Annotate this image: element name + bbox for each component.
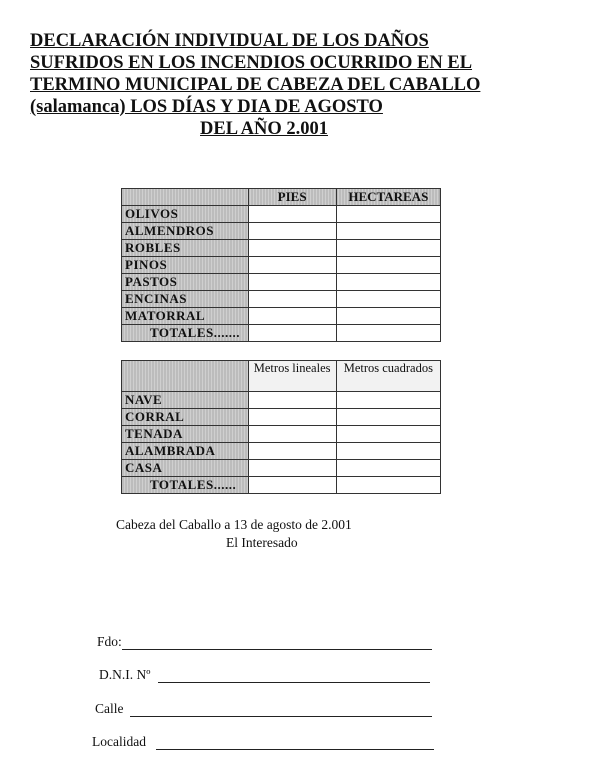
input-cell[interactable]	[336, 443, 440, 460]
input-cell[interactable]	[248, 477, 336, 494]
row-label: OLIVOS	[122, 206, 249, 223]
localidad-label: Localidad	[92, 734, 146, 749]
table-row	[122, 308, 441, 325]
table-row	[122, 325, 441, 342]
input-cell[interactable]	[336, 206, 440, 223]
table-row	[122, 443, 441, 460]
header-corner	[122, 189, 249, 206]
table-row	[122, 426, 441, 443]
table-row	[122, 240, 441, 257]
row-label: ALMENDROS	[122, 223, 249, 240]
row-label: CASA	[122, 460, 249, 477]
title-line-3: TERMINO MUNICIPAL DE CABEZA DEL CABALLO	[30, 75, 481, 95]
header-metros-lineales: Metros lineales	[248, 361, 336, 392]
header-hectareas: HECTAREAS	[336, 189, 440, 206]
input-cell[interactable]	[336, 257, 440, 274]
fdo-label: Fdo:	[97, 634, 122, 649]
input-cell[interactable]	[248, 409, 336, 426]
row-label: PASTOS	[122, 274, 249, 291]
input-cell[interactable]	[336, 426, 440, 443]
row-label: CORRAL	[122, 409, 249, 426]
input-cell[interactable]	[336, 477, 440, 494]
row-label: ROBLES	[122, 240, 249, 257]
table-row	[122, 291, 441, 308]
row-label: MATORRAL	[122, 308, 249, 325]
input-cell[interactable]	[248, 240, 336, 257]
title-line-2: SUFRIDOS EN LOS INCENDIOS OCURRIDO EN EL	[30, 53, 473, 73]
input-cell[interactable]	[336, 325, 440, 342]
title-line-4: (salamanca) LOS DÍAS Y DIA DE AGOSTO	[30, 97, 383, 117]
row-label: PINOS	[122, 257, 249, 274]
localidad-line[interactable]	[156, 749, 434, 750]
input-cell[interactable]	[248, 274, 336, 291]
input-cell[interactable]	[248, 206, 336, 223]
table-row	[122, 392, 441, 409]
dni-line[interactable]	[158, 682, 430, 683]
input-cell[interactable]	[336, 409, 440, 426]
table-row	[122, 206, 441, 223]
input-cell[interactable]	[336, 223, 440, 240]
table-header-row	[122, 361, 441, 392]
input-cell[interactable]	[248, 257, 336, 274]
header-pies: PIES	[248, 189, 336, 206]
input-cell[interactable]	[336, 291, 440, 308]
table-row	[122, 257, 441, 274]
table-row	[122, 477, 441, 494]
title-line-1: DECLARACIÓN INDIVIDUAL DE LOS DAÑOS	[30, 31, 429, 51]
title-line-5: DEL AÑO 2.001	[200, 119, 328, 139]
input-cell[interactable]	[336, 274, 440, 291]
input-cell[interactable]	[248, 426, 336, 443]
row-label: NAVE	[122, 392, 249, 409]
table-row	[122, 460, 441, 477]
header-metros-cuadrados: Metros cuadrados	[336, 361, 440, 392]
row-label: TENADA	[122, 426, 249, 443]
input-cell[interactable]	[336, 460, 440, 477]
header-corner	[122, 361, 249, 392]
input-cell[interactable]	[248, 443, 336, 460]
row-label-totals: TOTALES.......	[122, 325, 249, 342]
crops-damage-table	[121, 188, 441, 342]
input-cell[interactable]	[248, 223, 336, 240]
row-label: ENCINAS	[122, 291, 249, 308]
input-cell[interactable]	[248, 308, 336, 325]
input-cell[interactable]	[248, 325, 336, 342]
table-header-row	[122, 189, 441, 206]
input-cell[interactable]	[248, 460, 336, 477]
input-cell[interactable]	[248, 291, 336, 308]
place-and-date: Cabeza del Caballo a 13 de agosto de 2.001	[116, 517, 352, 532]
fdo-line[interactable]	[122, 649, 432, 650]
table-row	[122, 223, 441, 240]
table-row	[122, 409, 441, 426]
calle-label: Calle	[95, 701, 124, 716]
dni-label: D.N.I. Nº	[99, 667, 151, 682]
row-label-totals: TOTALES......	[122, 477, 249, 494]
table-row	[122, 274, 441, 291]
row-label: ALAMBRADA	[122, 443, 249, 460]
input-cell[interactable]	[336, 392, 440, 409]
buildings-damage-table	[121, 360, 441, 494]
input-cell[interactable]	[336, 240, 440, 257]
input-cell[interactable]	[336, 308, 440, 325]
signer-label: El Interesado	[226, 535, 298, 550]
calle-line[interactable]	[130, 716, 432, 717]
input-cell[interactable]	[248, 392, 336, 409]
